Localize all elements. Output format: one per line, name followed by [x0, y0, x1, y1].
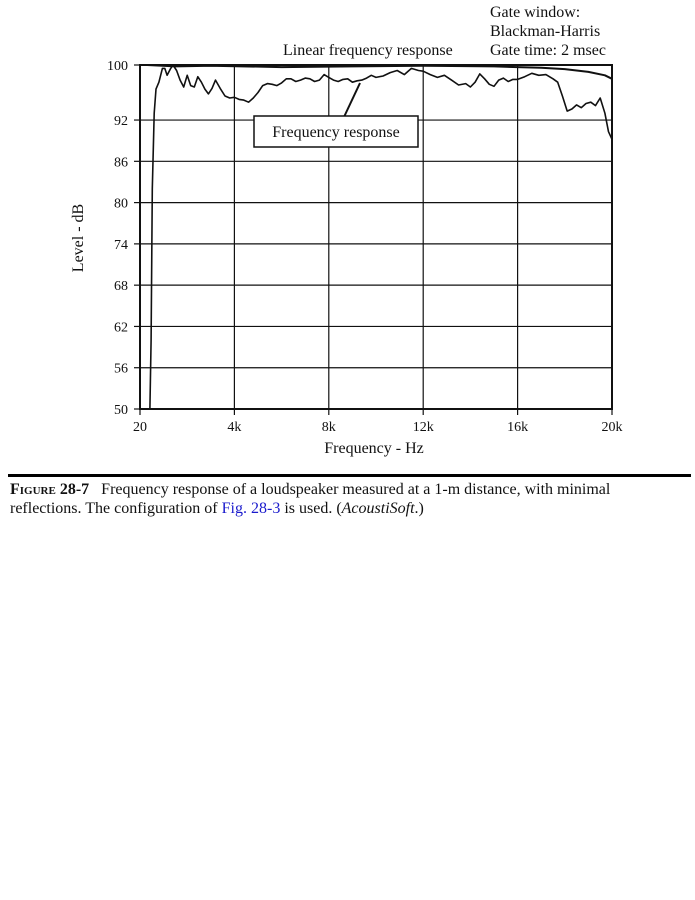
x-tick-label: 16k [507, 420, 529, 435]
x-tick-label: 4k [227, 420, 242, 435]
y-tick-label: 68 [114, 279, 128, 295]
y-tick-label: 74 [114, 237, 128, 253]
caption-text-end: is used. [284, 500, 333, 517]
response-label: Frequency response [272, 124, 400, 141]
gate-window-line-1: Gate window: [490, 4, 581, 21]
figure-link[interactable]: Fig. 28-3 [221, 500, 281, 517]
caption-text: Frequency response of a loudspeaker measured at a 1-m distance, with minimal reflections. The configuration of [10, 481, 611, 517]
y-tick-label: 92 [114, 114, 128, 130]
response-pointer-line [344, 83, 360, 117]
y-tick-label: 50 [114, 403, 128, 418]
x-tick-label: 20 [133, 420, 147, 435]
y-tick-label: 62 [114, 320, 128, 336]
caption-label: Figure 28-7 [10, 481, 90, 498]
gate-window-line-3: Gate time: 2 msec [490, 42, 606, 59]
gate-window-annotation [490, 4, 606, 59]
figure-caption: Figure 28-7 Frequency response of a loudspeaker measured at a 1-m distance, with minimal reflections. The configuration of Fig. 28-3 is used. (AcoustiSoft.) [10, 481, 611, 517]
y-tick-label: 56 [114, 361, 128, 377]
x-tick-label: 8k [321, 420, 336, 435]
caption-source: AcoustiSoft [341, 500, 415, 517]
caption-rule [8, 474, 691, 477]
y-tick-label: 80 [114, 196, 128, 212]
x-tick-label: 12k [412, 420, 434, 435]
x-axis-title: Frequency - Hz [324, 440, 424, 457]
linear-response-label: Linear frequency response [283, 42, 453, 59]
x-tick-label: 20k [601, 420, 623, 435]
y-tick-label: 100 [107, 59, 128, 74]
y-axis-title: Level - dB [70, 203, 87, 273]
gate-window-line-2: Blackman-Harris [490, 23, 601, 40]
y-tick-label: 86 [114, 155, 128, 171]
